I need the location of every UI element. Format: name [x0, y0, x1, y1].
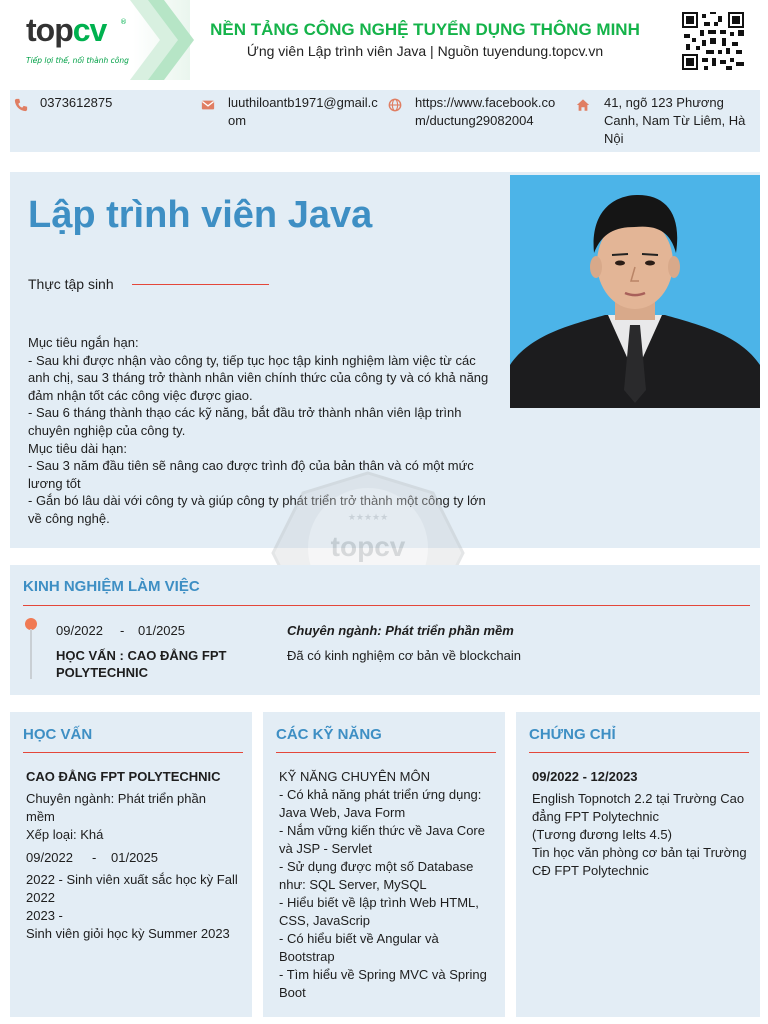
- section-title-education: HỌC VẤN: [23, 726, 93, 743]
- certificates-list: English Topnotch 2.2 tại Trường Cao đẳng FPT Polytechnic (Tương đương Ielts 4.5) Tin học văn phòng cơ bản tại Trường CĐ FPT Polytechnic: [532, 791, 747, 878]
- watermark-stars: ★★★★★: [347, 513, 389, 523]
- home-icon: [576, 98, 590, 112]
- experience-organization: HỌC VẤN : CAO ĐẲNG FPT POLYTECHNIC: [56, 648, 227, 680]
- divider: [529, 752, 749, 753]
- contact-bar: [10, 90, 760, 152]
- person-portrait-icon: [510, 175, 760, 408]
- email-address[interactable]: luuthiloantb1971@gmail.com: [228, 95, 378, 128]
- registered-icon: ®: [120, 18, 127, 26]
- job-title: Lập trình viên Java: [28, 194, 373, 236]
- profile-section: [10, 172, 760, 548]
- topcv-logo: [26, 12, 106, 49]
- logo-top: top: [26, 12, 73, 48]
- email-icon: [201, 98, 215, 112]
- education-start-date: 09/2022: [26, 850, 73, 865]
- avatar: [510, 175, 760, 408]
- section-title-certificates: CHỨNG CHỈ: [529, 726, 616, 743]
- divider: [132, 284, 269, 285]
- date-separator: -: [120, 623, 125, 638]
- education-end-date: 01/2025: [111, 850, 158, 865]
- divider: [23, 752, 243, 753]
- skills-section: [263, 712, 505, 1017]
- platform-subtitle: Ứng viên Lập trình viên Java | Nguồn tuyendung.topcv.vn: [246, 43, 604, 59]
- certificates-section: [516, 712, 760, 1017]
- section-title-skills: CÁC KỸ NĂNG: [276, 726, 382, 743]
- education-grade: Xếp loại: Khá: [26, 827, 104, 842]
- certificates-period: 09/2022 - 12/2023: [532, 769, 638, 784]
- experience-end-date: 01/2025: [138, 623, 185, 638]
- skills-list: KỸ NĂNG CHUYÊN MÔN - Có khả năng phát triển ứng dụng: Java Web, Java Form - Nắm vững kiến thức về Java Core và JSP - Servlet - Sử dụng được một số Database như: SQL Server, MySQL - Hiểu biết về lập trình Web HTML, CSS, JavaScrip - Có hiểu biết về Angular và Bootstrap - Tìm hiểu về Spring MVC và Spring Boot: [279, 769, 487, 1000]
- divider: [23, 605, 750, 606]
- education-school: CAO ĐẲNG FPT POLYTECHNIC: [26, 769, 221, 784]
- divider: [276, 752, 496, 753]
- education-section: [10, 712, 252, 1017]
- home-address: 41, ngõ 123 Phương Canh, Nam Từ Liêm, Hà Nội: [604, 95, 746, 146]
- experience-section: [10, 565, 760, 695]
- phone-icon: [14, 98, 28, 112]
- page-header: [0, 0, 768, 80]
- globe-icon: [388, 98, 402, 112]
- experience-position: Chuyên ngành: Phát triển phần mềm: [287, 623, 514, 638]
- job-level: Thực tập sinh: [28, 276, 114, 292]
- chevron-decoration-icon: [130, 0, 200, 80]
- qr-code-icon[interactable]: [682, 12, 744, 70]
- education-awards: 2022 - Sinh viên xuất sắc học kỳ Fall 2022 2023 - Sinh viên giỏi học kỳ Summer 2023: [26, 872, 238, 941]
- logo-tagline: Tiếp lợi thế, nối thành công: [26, 56, 129, 65]
- watermark-brand: topcv: [330, 531, 406, 562]
- section-title-experience: KINH NGHIỆM LÀM VIỆC: [23, 578, 200, 595]
- experience-description: Đã có kinh nghiệm cơ bản về blockchain: [287, 648, 521, 663]
- timeline-line: [30, 629, 32, 679]
- education-major: Chuyên ngành: Phát triển phần mềm: [26, 791, 206, 824]
- career-objective: Mục tiêu ngắn hạn: - Sau khi được nhận vào công ty, tiếp tục học tập kinh nghiệm làm việc từ các anh chị, sau 3 tháng trở thành nhân viên chính thức của công ty và có khả năng đảm nhận tốt các công việc được giao. - Sau 6 tháng thành thạo các kỹ năng, bắt đầu trở thành nhân viên lập trình chuyên nghiệp của công ty. Mục tiêu dài hạn: - Sau 3 năm đầu tiên sẽ nâng cao được trình độ của bản thân và có một mức lương tốt - Gắn bó lâu dài với công ty và giúp công ty phát triển trở thành một công ty lớn về công nghệ.: [28, 335, 489, 526]
- experience-start-date: 09/2022: [56, 623, 103, 638]
- date-separator: -: [92, 850, 97, 865]
- website-link[interactable]: https://www.facebook.com/ductung29082004: [415, 95, 556, 128]
- phone-number[interactable]: 0373612875: [40, 95, 113, 110]
- platform-title: NỀN TẢNG CÔNG NGHỆ TUYỂN DỤNG THÔNG MINH: [210, 20, 640, 39]
- logo-cv: cv: [72, 12, 107, 48]
